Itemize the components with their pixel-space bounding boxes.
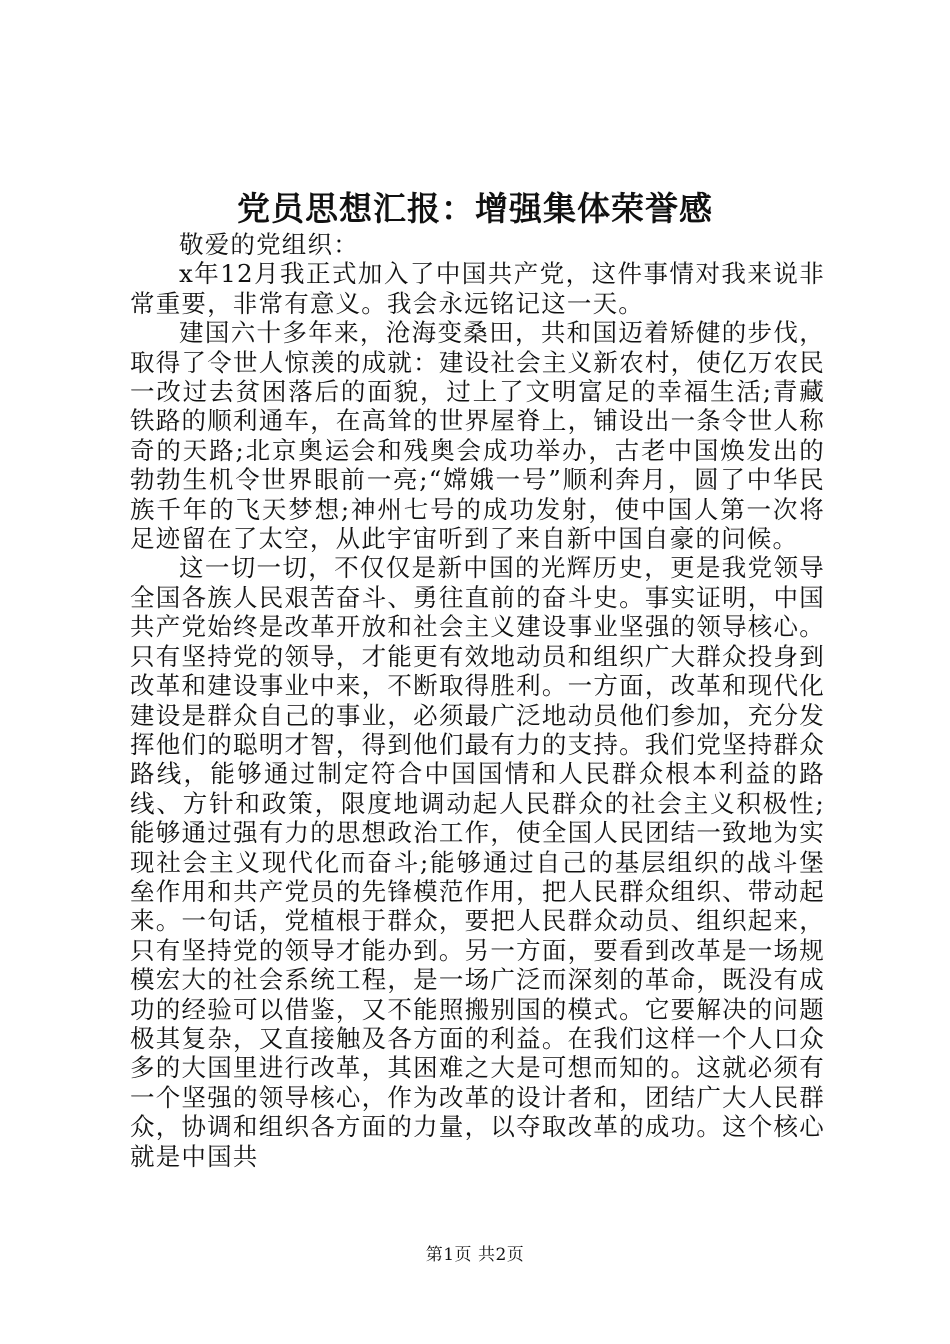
salutation: 敬爱的党组织： (179, 230, 359, 259)
paragraph-1: x年12月我正式加入了中国共产党，这件事情对我来说非常重要，非常有意义。我会永远铭记这一天。 (130, 259, 825, 318)
document-body (130, 230, 825, 1171)
paragraph-3: 这一切一切，不仅仅是新中国的光辉历史，更是我党领导全国各族人民艰苦奋斗、勇往直前的奋斗史。事实证明，中国共产党始终是改革开放和社会主义建设事业坚强的领导核心。只有坚持党的领导，才能更有效地动员和组织广大群众投身到改革和建设事业中来，不断取得胜利。一方面，改革和现代化建设是群众自己的事业，必须最广泛地动员他们参加，充分发挥他们的聪明才智，得到他们最有力的支持。我们党坚持群众路线，能够通过制定符合中国国情和人民群众根本利益的路线、方针和政策，限度地调动起人民群众的社会主义积极性;能够通过强有力的思想政治工作，使全国人民团结一致地为实现社会主义现代化而奋斗;能够通过自己的基层组织的战斗堡垒作用和共产党员的先锋模范作用，把人民群众组织、带动起来。一句话，党植根于群众，要把人民群众动员、组织起来，只有坚持党的领导才能办到。另一方面，要看到改革是一场规模宏大的社会系统工程，是一场广泛而深刻的革命，既没有成功的经验可以借鉴，又不能照搬别国的模式。它要解决的问题极其复杂，又直接触及各方面的利益。在我们这样一个人口众多的大国里进行改革，其困难之大是可想而知的。这就必须有一个坚强的领导核心，作为改革的设计者和，团结广大人民群众，协调和组织各方面的力量，以夺取改革的成功。这个核心就是中国共 (130, 553, 825, 1171)
paragraph-2: 建国六十多年来，沧海变桑田，共和国迈着矫健的步伐，取得了令世人惊羡的成就：建设社会主义新农村，使亿万农民一改过去贫困落后的面貌，过上了文明富足的幸福生活;青藏铁路的顺利通车，在高耸的世界屋脊上，铺设出一条令世人称奇的天路;北京奥运会和残奥会成功举办，古老中国焕发出的勃勃生机令世界眼前一亮;“嫦娥一号”顺利奔月，圆了中华民族千年的飞天梦想;神州七号的成功发射，使中国人第一次将足迹留在了太空，从此宇宙听到了来自新中国自豪的问候。 (130, 318, 825, 554)
page-footer: 第1页 共2页 (425, 1245, 525, 1265)
document-title: 党员思想汇报：增强集体荣誉感 (237, 189, 713, 228)
